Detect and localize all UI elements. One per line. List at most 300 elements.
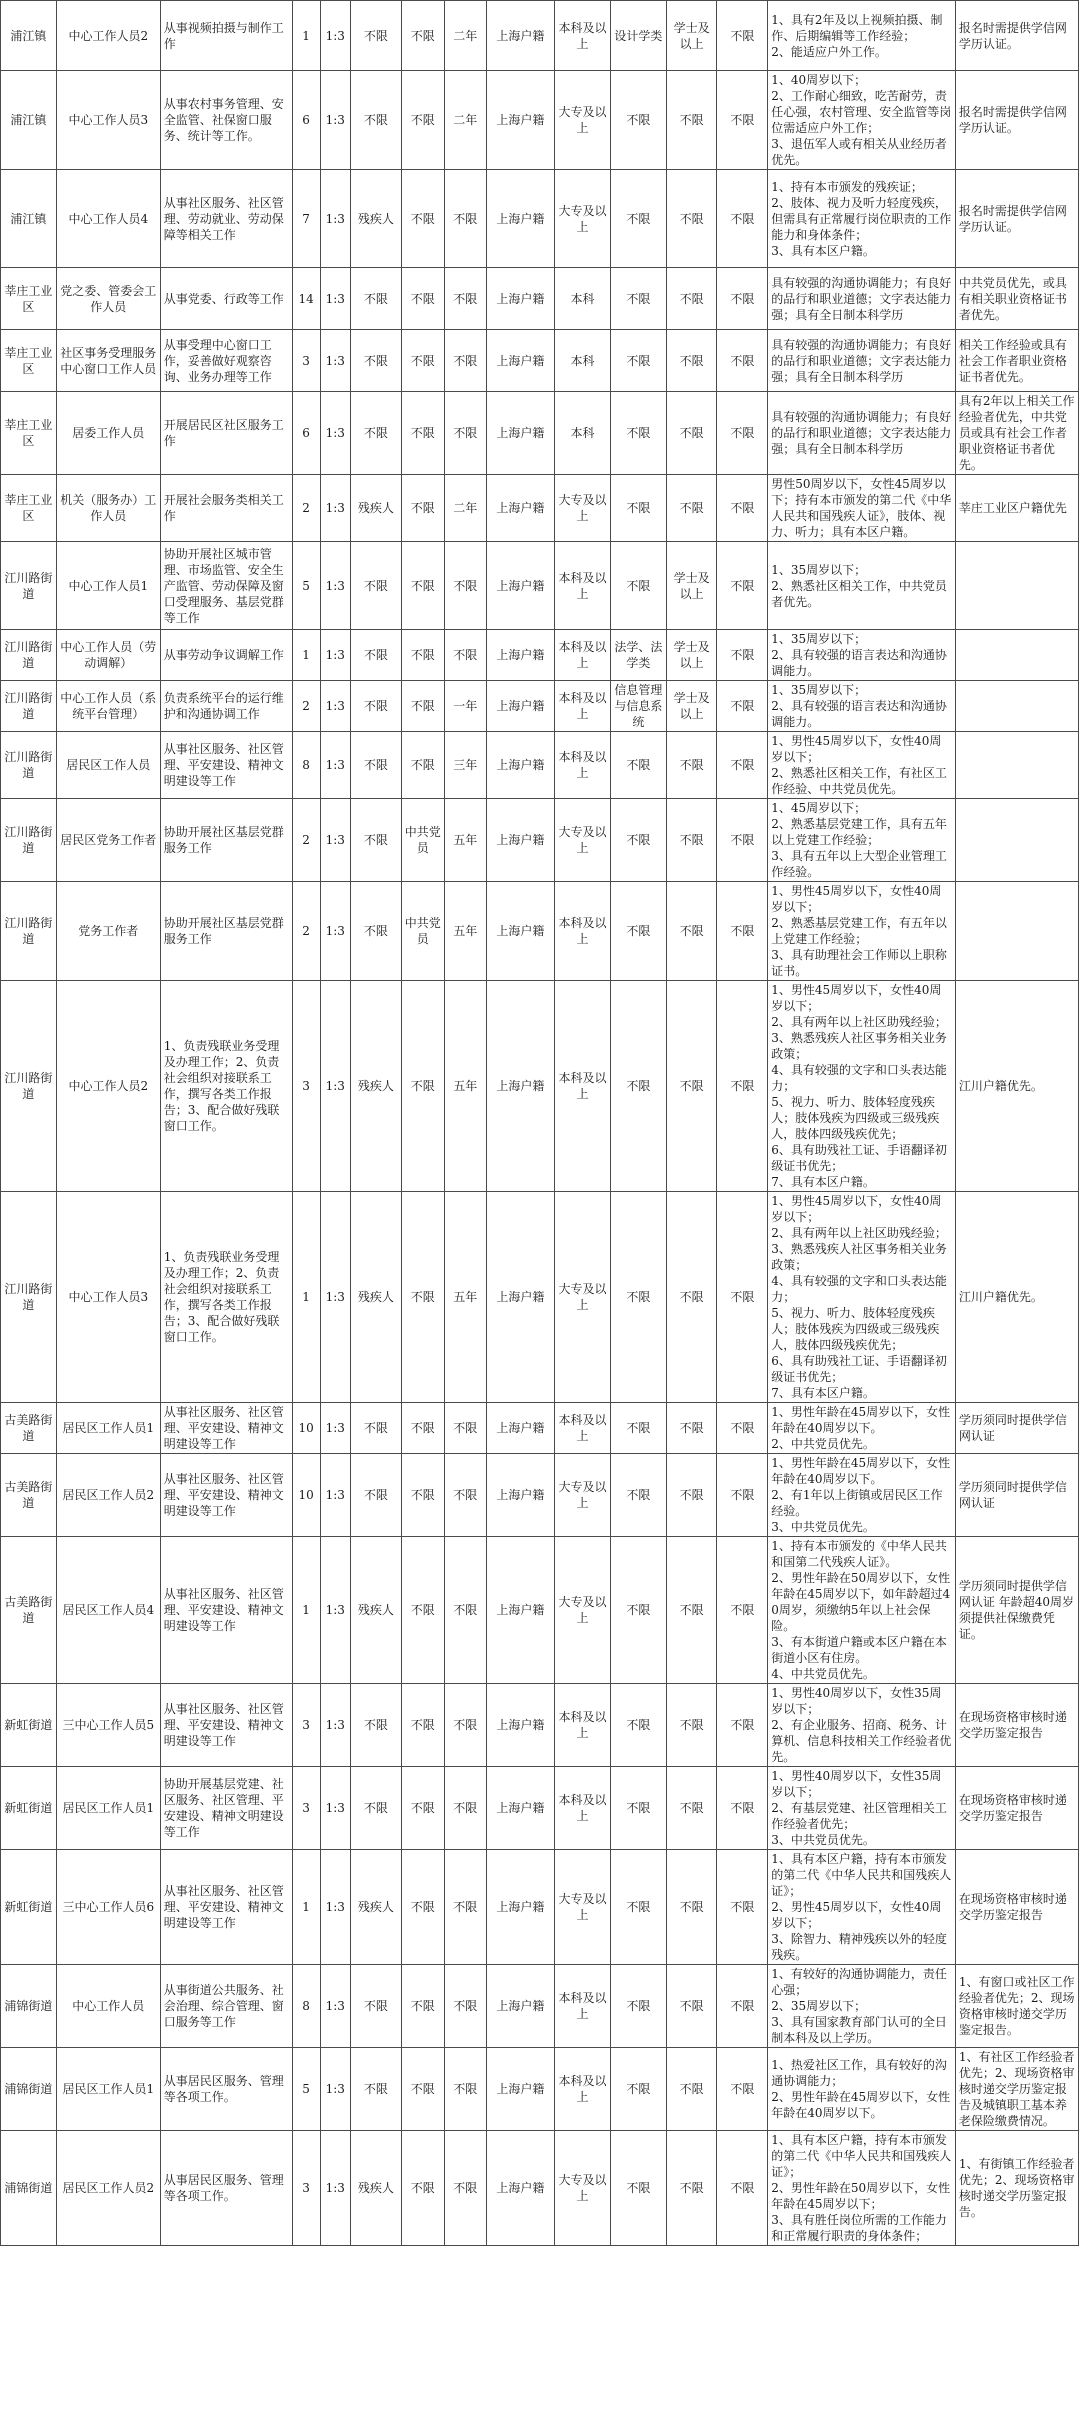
degree-cell: 不限: [666, 981, 717, 1192]
post-cell: 中心工作人员2: [56, 981, 160, 1192]
political-status-cell: 不限: [401, 981, 444, 1192]
condition-line: 1、40周岁以下；: [771, 73, 867, 87]
political-status-cell: 不限: [401, 732, 444, 799]
notes-cell: [955, 799, 1078, 882]
work-years-cell: 不限: [444, 1767, 486, 1850]
other-cell: 不限: [717, 2048, 768, 2131]
condition-line: 3、中共党员优先。: [771, 1520, 875, 1534]
table-row: [1, 475, 1079, 542]
unit-cell: 江川路街道: [1, 799, 57, 882]
duty-cell: 开展居民区社区服务工作: [160, 392, 292, 475]
other-cell: 不限: [717, 1767, 768, 1850]
ratio-cell: 1:3: [320, 732, 350, 799]
major-cell: 不限: [610, 475, 666, 542]
count-cell: 3: [292, 981, 320, 1192]
condition-line: 2、熟悉基层党建工作，有五年以上党建工作经验；: [771, 916, 947, 946]
table-row: [1, 799, 1079, 882]
condition-line: 2、有企业服务、招商、税务、计算机、信息科技相关工作经验者优先。: [771, 1718, 952, 1764]
applicant-type-cell: 残疾人: [351, 1850, 402, 1965]
unit-cell: 江川路街道: [1, 882, 57, 981]
count-cell: 5: [292, 542, 320, 630]
hukou-cell: 上海户籍: [486, 882, 554, 981]
conditions-cell: [768, 1684, 956, 1767]
unit-cell: 古美路街道: [1, 1403, 57, 1454]
degree-cell: 学士及以上: [666, 542, 717, 630]
degree-cell: 不限: [666, 475, 717, 542]
ratio-cell: 1:3: [320, 2048, 350, 2131]
post-cell: 居委工作人员: [56, 392, 160, 475]
major-cell: 不限: [610, 1537, 666, 1684]
condition-line: 2、男性45周岁以下，女性40周岁以下；: [771, 1900, 942, 1930]
education-cell: 大专及以上: [555, 71, 611, 170]
unit-cell: 古美路街道: [1, 1454, 57, 1537]
condition-line: 1、35周岁以下；: [771, 562, 867, 577]
other-cell: 不限: [717, 1, 768, 71]
major-cell: 不限: [610, 981, 666, 1192]
ratio-cell: 1:3: [320, 1537, 350, 1684]
condition-line: 3、熟悉残疾人社区事务相关业务政策；: [771, 1031, 947, 1061]
duty-cell: 从事社区服务、社区管理、平安建设、精神文明建设等工作: [160, 732, 292, 799]
notes-cell: [955, 882, 1078, 981]
political-status-cell: 不限: [401, 170, 444, 268]
duty-cell: 开展社会服务类相关工作: [160, 475, 292, 542]
degree-cell: 不限: [666, 1684, 717, 1767]
condition-line: 4、中共党员优先。: [771, 1667, 875, 1681]
education-cell: 本科: [555, 330, 611, 392]
political-status-cell: 不限: [401, 475, 444, 542]
unit-cell: 新虹街道: [1, 1684, 57, 1767]
condition-line: 7、具有本区户籍。: [771, 1175, 875, 1189]
condition-line: 1、45周岁以下；: [771, 801, 867, 815]
hukou-cell: 上海户籍: [486, 2048, 554, 2131]
work-years-cell: 不限: [444, 392, 486, 475]
ratio-cell: 1:3: [320, 882, 350, 981]
notes-cell: 相关工作经验或具有社会工作者职业资格证书者优先。: [955, 330, 1078, 392]
education-cell: 大专及以上: [555, 475, 611, 542]
condition-line: 5、视力、听力、肢体轻度残疾人；肢体残疾为四级或三级残疾人，肢体四级残疾优先；: [771, 1095, 940, 1141]
ratio-cell: 1:3: [320, 1684, 350, 1767]
applicant-type-cell: 不限: [351, 1684, 402, 1767]
applicant-type-cell: 不限: [351, 799, 402, 882]
other-cell: 不限: [717, 542, 768, 630]
hukou-cell: 上海户籍: [486, 2131, 554, 2246]
ratio-cell: 1:3: [320, 475, 350, 542]
degree-cell: 不限: [666, 1192, 717, 1403]
hukou-cell: 上海户籍: [486, 1403, 554, 1454]
applicant-type-cell: 不限: [351, 732, 402, 799]
conditions-cell: [768, 170, 956, 268]
table-row: [1, 681, 1079, 732]
major-cell: 不限: [610, 71, 666, 170]
count-cell: 2: [292, 882, 320, 981]
condition-line: 2、能适应户外工作。: [771, 44, 887, 59]
major-cell: 信息管理与信息系统: [610, 681, 666, 732]
hukou-cell: 上海户籍: [486, 170, 554, 268]
table-row: [1, 1192, 1079, 1403]
condition-line: 1、持有本市颁发的残疾证；: [771, 179, 923, 194]
political-status-cell: 不限: [401, 1684, 444, 1767]
unit-cell: 莘庄工业区: [1, 330, 57, 392]
applicant-type-cell: 不限: [351, 681, 402, 732]
applicant-type-cell: 不限: [351, 1403, 402, 1454]
applicant-type-cell: 不限: [351, 392, 402, 475]
condition-line: 具有较强的沟通协调能力；有良好的品行和职业道德；文字表达能力强；具有全日制本科学历: [771, 337, 952, 384]
count-cell: 1: [292, 1, 320, 71]
applicant-type-cell: 残疾人: [351, 170, 402, 268]
duty-cell: 从事居民区服务、管理等各项工作。: [160, 2131, 292, 2246]
duty-cell: 协助开展基层党建、社区服务、社区管理、平安建设、精神文明建设等工作: [160, 1767, 292, 1850]
condition-line: 具有较强的沟通协调能力；有良好的品行和职业道德；文字表达能力强；具有全日制本科学历: [771, 275, 952, 322]
condition-line: 1、男性45周岁以下，女性40周岁以下；: [771, 1194, 942, 1224]
condition-line: 3、具有助理社会工作师以上职称证书。: [771, 948, 947, 978]
applicant-type-cell: 不限: [351, 1, 402, 71]
work-years-cell: 不限: [444, 1684, 486, 1767]
notes-cell: 1、有街镇工作经验者优先；2、现场资格审核时递交学历鉴定报告。: [955, 2131, 1078, 2246]
major-cell: 不限: [610, 1767, 666, 1850]
applicant-type-cell: 不限: [351, 1454, 402, 1537]
major-cell: 不限: [610, 268, 666, 330]
other-cell: 不限: [717, 1454, 768, 1537]
conditions-cell: [768, 1537, 956, 1684]
condition-line: 男性50周岁以下，女性45周岁以下；持有本市颁发的第二代《中华人民共和国残疾人证》，肢体、视力、听力；具有本区户籍。: [771, 477, 952, 539]
work-years-cell: 五年: [444, 799, 486, 882]
conditions-cell: [768, 981, 956, 1192]
hukou-cell: 上海户籍: [486, 1454, 554, 1537]
notes-cell: 江川户籍优先。: [955, 1192, 1078, 1403]
political-status-cell: 不限: [401, 330, 444, 392]
condition-line: 2、工作耐心细致，吃苦耐劳，责任心强，农村管理、安全监管等岗位需适应户外工作；: [771, 89, 952, 135]
major-cell: 不限: [610, 1403, 666, 1454]
count-cell: 1: [292, 1850, 320, 1965]
condition-line: 2、具有两年以上社区助残经验；: [771, 1226, 947, 1240]
hukou-cell: 上海户籍: [486, 71, 554, 170]
notes-cell: 1、有窗口或社区工作经验者优先；2、现场资格审核时递交学历鉴定报告。: [955, 1965, 1078, 2048]
notes-cell: 报名时需提供学信网学历认证。: [955, 71, 1078, 170]
education-cell: 大专及以上: [555, 1454, 611, 1537]
condition-line: 1、男性45周岁以下，女性40周岁以下；: [771, 734, 942, 764]
count-cell: 8: [292, 732, 320, 799]
major-cell: 不限: [610, 732, 666, 799]
condition-line: 2、中共党员优先。: [771, 1437, 875, 1451]
applicant-type-cell: 不限: [351, 330, 402, 392]
ratio-cell: 1:3: [320, 268, 350, 330]
applicant-type-cell: 不限: [351, 882, 402, 981]
degree-cell: 不限: [666, 882, 717, 981]
political-status-cell: 不限: [401, 268, 444, 330]
work-years-cell: 不限: [444, 1537, 486, 1684]
post-cell: 三中心工作人员6: [56, 1850, 160, 1965]
notes-cell: 报名时需提供学信网学历认证。: [955, 170, 1078, 268]
education-cell: 本科及以上: [555, 1, 611, 71]
degree-cell: 不限: [666, 1767, 717, 1850]
post-cell: 居民区工作人员2: [56, 2131, 160, 2246]
work-years-cell: 不限: [444, 268, 486, 330]
ratio-cell: 1:3: [320, 630, 350, 681]
post-cell: 居民区工作人员4: [56, 1537, 160, 1684]
condition-line: 4、具有较强的文字和口头表达能力；: [771, 1063, 947, 1093]
condition-line: 5、视力、听力、肢体轻度残疾人；肢体残疾为四级或三级残疾人，肢体四级残疾优先；: [771, 1306, 940, 1352]
work-years-cell: 不限: [444, 1850, 486, 1965]
count-cell: 1: [292, 1192, 320, 1403]
hukou-cell: 上海户籍: [486, 542, 554, 630]
unit-cell: 莘庄工业区: [1, 268, 57, 330]
condition-line: 具有较强的沟通协调能力；有良好的品行和职业道德；文字表达能力强；具有全日制本科学历: [771, 410, 952, 456]
applicant-type-cell: 残疾人: [351, 981, 402, 1192]
education-cell: 大专及以上: [555, 170, 611, 268]
condition-line: 3、除智力、精神残疾以外的轻度残疾。: [771, 1932, 947, 1962]
post-cell: 党之委、管委会工作人员: [56, 268, 160, 330]
post-cell: 中心工作人员3: [56, 71, 160, 170]
hukou-cell: 上海户籍: [486, 681, 554, 732]
count-cell: 2: [292, 475, 320, 542]
count-cell: 6: [292, 71, 320, 170]
other-cell: 不限: [717, 732, 768, 799]
degree-cell: 学士及以上: [666, 681, 717, 732]
duty-cell: 协助开展社区基层党群服务工作: [160, 799, 292, 882]
hukou-cell: 上海户籍: [486, 1537, 554, 1684]
other-cell: 不限: [717, 1192, 768, 1403]
hukou-cell: 上海户籍: [486, 1767, 554, 1850]
other-cell: 不限: [717, 799, 768, 882]
ratio-cell: 1:3: [320, 1403, 350, 1454]
count-cell: 6: [292, 392, 320, 475]
ratio-cell: 1:3: [320, 1850, 350, 1965]
duty-cell: 从事农村事务管理、安全监管、社保窗口服务、统计等工作。: [160, 71, 292, 170]
notes-cell: 学历须同时提供学信网认证: [955, 1454, 1078, 1537]
political-status-cell: 不限: [401, 630, 444, 681]
work-years-cell: 不限: [444, 330, 486, 392]
duty-cell: 从事党委、行政等工作: [160, 268, 292, 330]
conditions-cell: [768, 732, 956, 799]
condition-line: 3、具有胜任岗位所需的工作能力和正常履行职责的身体条件；: [771, 2213, 947, 2243]
applicant-type-cell: 不限: [351, 630, 402, 681]
degree-cell: 不限: [666, 1850, 717, 1965]
work-years-cell: 五年: [444, 1192, 486, 1403]
unit-cell: 莘庄工业区: [1, 475, 57, 542]
condition-line: 2、具有较强的语言表达和沟通协调能力。: [771, 699, 947, 729]
degree-cell: 学士及以上: [666, 1, 717, 71]
conditions-cell: [768, 392, 956, 475]
major-cell: 不限: [610, 542, 666, 630]
major-cell: 不限: [610, 1454, 666, 1537]
conditions-cell: [768, 1403, 956, 1454]
condition-line: 1、男性40周岁以下，女性35周岁以下；: [771, 1769, 942, 1799]
political-status-cell: 不限: [401, 1537, 444, 1684]
table-row: [1, 1537, 1079, 1684]
hukou-cell: 上海户籍: [486, 799, 554, 882]
unit-cell: 江川路街道: [1, 1192, 57, 1403]
conditions-cell: [768, 1767, 956, 1850]
work-years-cell: 五年: [444, 882, 486, 981]
table-row: [1, 1454, 1079, 1537]
hukou-cell: 上海户籍: [486, 981, 554, 1192]
count-cell: 10: [292, 1403, 320, 1454]
condition-line: 2、有基层党建、社区管理相关工作经验者优先；: [771, 1801, 947, 1831]
other-cell: 不限: [717, 71, 768, 170]
education-cell: 本科及以上: [555, 981, 611, 1192]
major-cell: 不限: [610, 2048, 666, 2131]
other-cell: 不限: [717, 1850, 768, 1965]
political-status-cell: 不限: [401, 2131, 444, 2246]
work-years-cell: 不限: [444, 1403, 486, 1454]
hukou-cell: 上海户籍: [486, 330, 554, 392]
count-cell: 8: [292, 1965, 320, 2048]
condition-line: 1、男性45周岁以下，女性40周岁以下；: [771, 983, 942, 1013]
applicant-type-cell: 残疾人: [351, 2131, 402, 2246]
duty-cell: 从事视频拍摄与制作工作: [160, 1, 292, 71]
count-cell: 2: [292, 799, 320, 882]
conditions-cell: [768, 1192, 956, 1403]
ratio-cell: 1:3: [320, 330, 350, 392]
political-status-cell: 不限: [401, 1454, 444, 1537]
notes-cell: 学历须同时提供学信网认证: [955, 1403, 1078, 1454]
duty-cell: 从事社区服务、社区管理、平安建设、精神文明建设等工作: [160, 1454, 292, 1537]
post-cell: 居民区工作人员: [56, 732, 160, 799]
notes-cell: 中共党员优先，或具有相关职业资格证书者优先。: [955, 268, 1078, 330]
conditions-cell: [768, 1, 956, 71]
applicant-type-cell: 不限: [351, 1965, 402, 2048]
ratio-cell: 1:3: [320, 2131, 350, 2246]
unit-cell: 新虹街道: [1, 1850, 57, 1965]
duty-cell: 从事劳动争议调解工作: [160, 630, 292, 681]
conditions-cell: [768, 882, 956, 981]
table-row: [1, 2131, 1079, 2246]
post-cell: 社区事务受理服务中心窗口工作人员: [56, 330, 160, 392]
work-years-cell: 不限: [444, 1965, 486, 2048]
degree-cell: 不限: [666, 170, 717, 268]
table-row: [1, 268, 1079, 330]
education-cell: 大专及以上: [555, 2131, 611, 2246]
count-cell: 10: [292, 1454, 320, 1537]
duty-cell: 从事社区服务、社区管理、平安建设、精神文明建设等工作: [160, 1684, 292, 1767]
other-cell: 不限: [717, 882, 768, 981]
major-cell: 不限: [610, 330, 666, 392]
duty-cell: 从事社区服务、社区管理、平安建设、精神文明建设等工作: [160, 1850, 292, 1965]
condition-line: 1、有较好的沟通协调能力，责任心强；: [771, 1967, 947, 1997]
hukou-cell: 上海户籍: [486, 392, 554, 475]
post-cell: 居民区工作人员2: [56, 1454, 160, 1537]
other-cell: 不限: [717, 475, 768, 542]
major-cell: 不限: [610, 1684, 666, 1767]
work-years-cell: 不限: [444, 1454, 486, 1537]
major-cell: 不限: [610, 1850, 666, 1965]
other-cell: 不限: [717, 1403, 768, 1454]
ratio-cell: 1:3: [320, 1454, 350, 1537]
education-cell: 大专及以上: [555, 1192, 611, 1403]
work-years-cell: 一年: [444, 681, 486, 732]
condition-line: 2、熟悉社区相关工作，中共党员者优先。: [771, 578, 947, 609]
work-years-cell: 二年: [444, 71, 486, 170]
degree-cell: 不限: [666, 799, 717, 882]
degree-cell: 不限: [666, 2131, 717, 2246]
ratio-cell: 1:3: [320, 392, 350, 475]
applicant-type-cell: 不限: [351, 268, 402, 330]
duty-cell: 从事街道公共服务、社会治理、综合管理、窗口服务等工作: [160, 1965, 292, 2048]
hukou-cell: 上海户籍: [486, 630, 554, 681]
notes-cell: [955, 732, 1078, 799]
degree-cell: 学士及以上: [666, 630, 717, 681]
count-cell: 1: [292, 1537, 320, 1684]
duty-cell: 负责系统平台的运行维护和沟通协调工作: [160, 681, 292, 732]
notes-cell: 莘庄工业区户籍优先: [955, 475, 1078, 542]
hukou-cell: 上海户籍: [486, 268, 554, 330]
education-cell: 本科及以上: [555, 1767, 611, 1850]
other-cell: 不限: [717, 1684, 768, 1767]
count-cell: 7: [292, 170, 320, 268]
condition-line: 6、具有助残社工证、手语翻译初级证书优先；: [771, 1354, 947, 1384]
other-cell: 不限: [717, 630, 768, 681]
unit-cell: 浦锦街道: [1, 1965, 57, 2048]
political-status-cell: 不限: [401, 1767, 444, 1850]
political-status-cell: 不限: [401, 71, 444, 170]
post-cell: 中心工作人员4: [56, 170, 160, 268]
condition-line: 2、熟悉社区相关工作，有社区工作经验、中共党员优先。: [771, 766, 947, 796]
conditions-cell: [768, 1850, 956, 1965]
count-cell: 14: [292, 268, 320, 330]
post-cell: 中心工作人员: [56, 1965, 160, 2048]
duty-cell: 从事受理中心窗口工作，妥善做好观察咨询、业务办理等工作: [160, 330, 292, 392]
education-cell: 大专及以上: [555, 1537, 611, 1684]
conditions-cell: [768, 1965, 956, 2048]
condition-line: 3、中共党员优先。: [771, 1833, 875, 1847]
ratio-cell: 1:3: [320, 681, 350, 732]
degree-cell: 不限: [666, 268, 717, 330]
political-status-cell: 不限: [401, 1192, 444, 1403]
hukou-cell: 上海户籍: [486, 1684, 554, 1767]
condition-line: 2、肢体、视力及听力轻度残疾，但需具有正常履行岗位职责的工作能力和身体条件；: [771, 195, 952, 242]
condition-line: 2、具有较强的语言表达和沟通协调能力。: [771, 648, 947, 678]
table-row: [1, 1850, 1079, 1965]
conditions-cell: [768, 330, 956, 392]
work-years-cell: 五年: [444, 981, 486, 1192]
condition-line: 4、具有较强的文字和口头表达能力；: [771, 1274, 947, 1304]
conditions-cell: [768, 2131, 956, 2246]
unit-cell: 江川路街道: [1, 630, 57, 681]
condition-line: 2、男性年龄在45周岁以下，女性年龄在40周岁以下。: [771, 2090, 951, 2120]
notes-cell: [955, 630, 1078, 681]
education-cell: 本科及以上: [555, 882, 611, 981]
work-years-cell: 不限: [444, 542, 486, 630]
degree-cell: 不限: [666, 330, 717, 392]
condition-line: 6、具有助残社工证、手语翻译初级证书优先；: [771, 1143, 947, 1173]
table-row: [1, 1684, 1079, 1767]
condition-line: 1、男性40周岁以下，女性35周岁以下；: [771, 1686, 942, 1716]
education-cell: 大专及以上: [555, 799, 611, 882]
notes-cell: 报名时需提供学信网学历认证。: [955, 1, 1078, 71]
table-row: [1, 170, 1079, 268]
major-cell: 不限: [610, 170, 666, 268]
degree-cell: 不限: [666, 1454, 717, 1537]
political-status-cell: 中共党员: [401, 799, 444, 882]
condition-line: 3、具有五年以上大型企业管理工作经验。: [771, 849, 947, 879]
hukou-cell: 上海户籍: [486, 1850, 554, 1965]
post-cell: 中心工作人员（劳动调解）: [56, 630, 160, 681]
hukou-cell: 上海户籍: [486, 1, 554, 71]
table-row: [1, 392, 1079, 475]
other-cell: 不限: [717, 268, 768, 330]
post-cell: 中心工作人员1: [56, 542, 160, 630]
table-row: [1, 630, 1079, 681]
condition-line: 1、男性年龄在45周岁以下，女性年龄在40周岁以下。: [771, 1456, 951, 1486]
other-cell: 不限: [717, 1537, 768, 1684]
conditions-cell: [768, 71, 956, 170]
post-cell: 中心工作人员（系统平台管理）: [56, 681, 160, 732]
ratio-cell: 1:3: [320, 1, 350, 71]
notes-cell: 在现场资格审核时递交学历鉴定报告: [955, 1767, 1078, 1850]
ratio-cell: 1:3: [320, 799, 350, 882]
other-cell: 不限: [717, 170, 768, 268]
education-cell: 本科及以上: [555, 1965, 611, 2048]
